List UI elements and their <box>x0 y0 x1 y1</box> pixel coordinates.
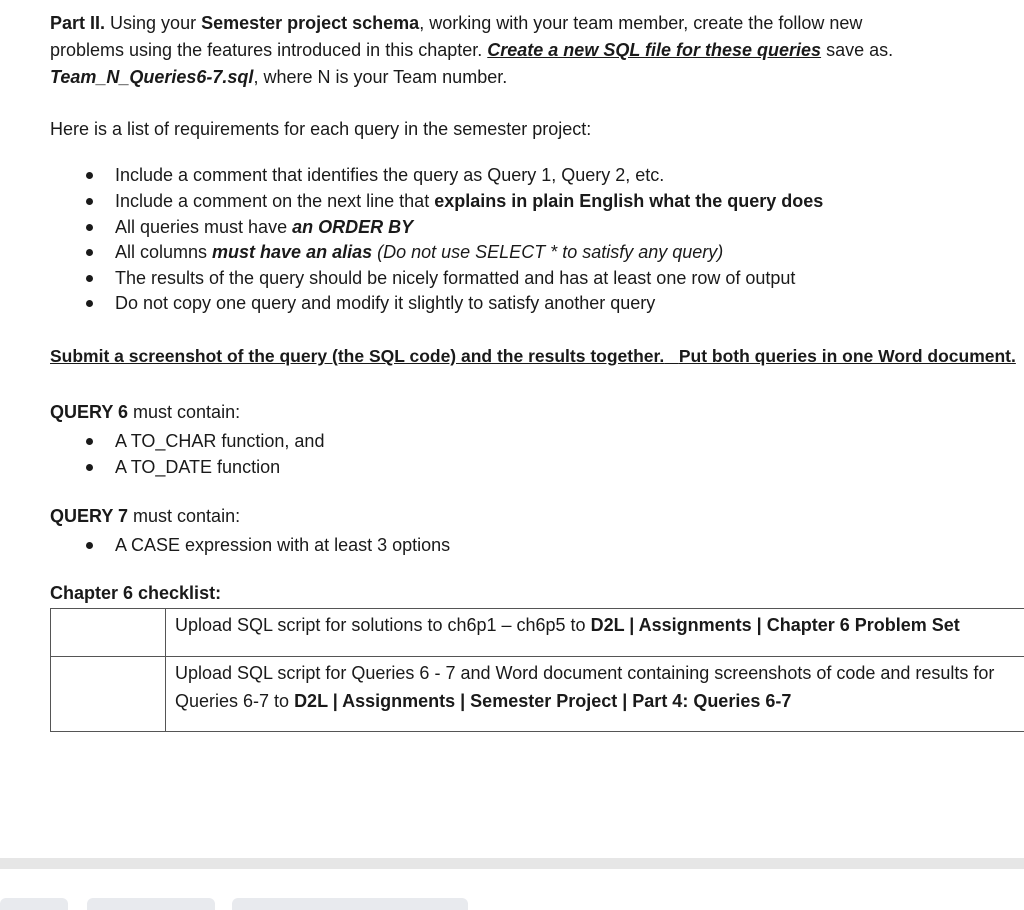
table-cell: Upload SQL script for Queries 6 - 7 and Word document containing screenshots of code and results for Queries 6-7 to D2L | Assignments | Semester Project | Part 4: Queries 6-7 <box>166 657 1024 732</box>
part2-line-1: Part II. Using your Semester project schema, working with your team member, create the follow new <box>50 10 862 36</box>
list-item: A TO_DATE function <box>115 454 280 480</box>
bottom-tab[interactable] <box>0 898 68 910</box>
bullet-icon <box>86 275 93 282</box>
submit-instruction: Submit a screenshot of the query (the SQL code) and the results together. Put both queries in one Word document. <box>50 343 1016 369</box>
bullet-icon <box>86 464 93 471</box>
requirements-intro: Here is a list of requirements for each query in the semester project: <box>50 116 591 142</box>
checklist-table <box>50 608 1024 732</box>
bullet-icon <box>86 542 93 549</box>
file-name: Team_N_Queries6-7.sql <box>50 67 253 87</box>
part-label: Part II. <box>50 13 105 33</box>
schema-name: Semester project schema <box>201 13 419 33</box>
part2-line-3: Team_N_Queries6-7.sql, where N is your Team number. <box>50 64 507 90</box>
page-bottom-divider <box>0 858 1024 869</box>
checklist-title: Chapter 6 checklist: <box>50 580 221 606</box>
list-item: Include a comment on the next line that explains in plain English what the query does <box>115 188 823 214</box>
table-cell: Upload SQL script for solutions to ch6p1 – ch6p5 to D2L | Assignments | Chapter 6 Problem Set <box>166 609 1024 657</box>
list-item: Do not copy one query and modify it slightly to satisfy another query <box>115 290 655 316</box>
bottom-tab[interactable] <box>232 898 468 910</box>
list-item: A CASE expression with at least 3 options <box>115 532 450 558</box>
bullet-icon <box>86 172 93 179</box>
list-item: Include a comment that identifies the query as Query 1, Query 2, etc. <box>115 162 664 188</box>
list-item: A TO_CHAR function, and <box>115 428 324 454</box>
bullet-icon <box>86 224 93 231</box>
bullet-icon <box>86 300 93 307</box>
create-sql-file-instruction: Create a new SQL file for these queries <box>487 40 821 60</box>
checkbox-cell <box>51 609 166 657</box>
part2-line-2: problems using the features introduced in this chapter. Create a new SQL file for these queries save as. <box>50 37 893 63</box>
list-item: The results of the query should be nicely formatted and has at least one row of output <box>115 265 795 291</box>
table-row <box>51 657 1024 732</box>
bullet-icon <box>86 198 93 205</box>
list-item: All queries must have an ORDER BY <box>115 214 413 240</box>
table-row <box>51 609 1024 657</box>
bullet-icon <box>86 249 93 256</box>
list-item: All columns must have an alias (Do not use SELECT * to satisfy any query) <box>115 239 723 265</box>
checkbox-cell <box>51 657 166 732</box>
bullet-icon <box>86 438 93 445</box>
bottom-tab[interactable] <box>87 898 215 910</box>
query6-heading: QUERY 6 must contain: <box>50 399 240 425</box>
query7-heading: QUERY 7 must contain: <box>50 503 240 529</box>
